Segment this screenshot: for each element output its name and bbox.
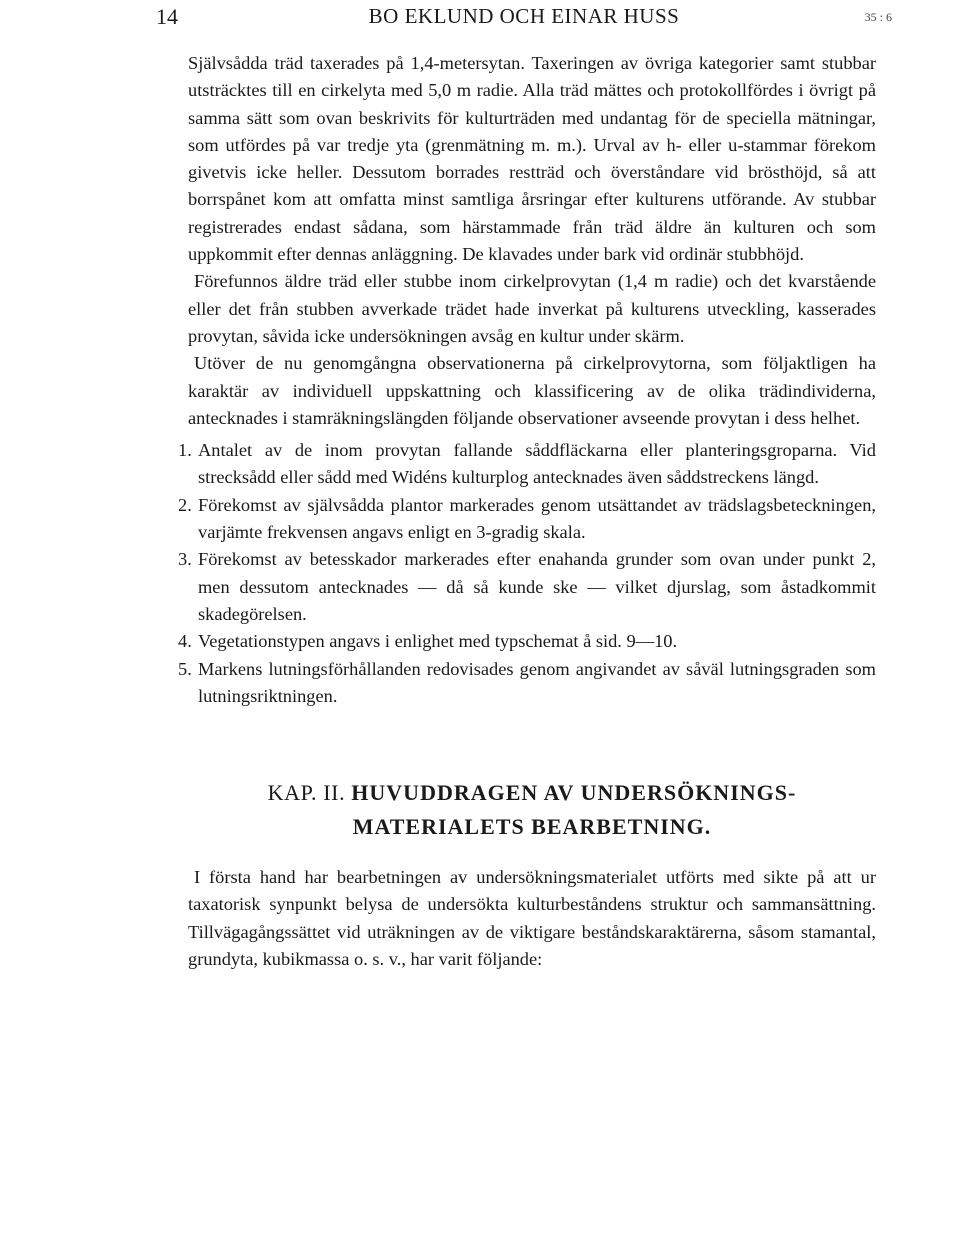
list-item-number: 4. [178, 631, 192, 652]
list-item-text: Vegetationstypen angavs i enlighet med typschemat å sid. 9—10. [198, 631, 678, 652]
list-item [178, 546, 876, 628]
chapter-label: KAP. II. [267, 780, 346, 806]
list-item-text: Förekomst av betesskador markerades efter enahanda grunder som ovan under punkt 2, men dessutom antecknades — då så kunde ske — vilket djurslag, som åstadkommit skadegörelsen. [198, 549, 876, 624]
list-item [178, 628, 876, 655]
paragraph-1: Självsådda träd taxerades på 1,4-metersytan. Taxeringen av övriga kategorier samt stubbar utsträcktes till en cirkelyta med 5,0 m radie. Alla träd mättes och protokollfördes i övrigt på samma sätt som ovan beskrivits för kulturträden med undantag för de speciella mätningar, som utfördes på var tredje yta (grenmätning m. m.). Urval av h- eller u-stammar förekom givetvis icke heller. Dessutom borrades restträd och överståndare vid brösthöjd, så att borrspånet kom att omfatta minst samtliga årsringar efter kulturens utförande. Av stubbar registrerades endast sådana, som härstammade från träd äldre än kulturen och som uppkommit efter dennas anläggning. De klavades under bark vid ordinär stubbhöjd. [188, 53, 876, 265]
page-number: 14 [156, 4, 178, 29]
observation-list [178, 437, 876, 710]
running-title: BO EKLUND OCH EINAR HUSS [368, 4, 680, 28]
list-item [178, 656, 876, 711]
list-item-number: 5. [178, 658, 192, 679]
list-item [178, 492, 876, 547]
body-text [178, 50, 876, 973]
list-item-number: 1. [178, 440, 192, 461]
chapter-heading [188, 776, 876, 844]
paragraph-2: Förefunnos äldre träd eller stubbe inom cirkelprovytan (1,4 m radie) och det kvarstående eller det från stubben avverkade trädet hade inverkat på kulturens utveckling, kasserades provytan, såvida icke undersökningen avsåg en kultur under skärm. [188, 271, 876, 346]
running-header [156, 4, 892, 36]
paragraph-3: Utöver de nu genomgångna observationerna på cirkelprovytorna, som följaktligen ha karaktär av individuell uppskattning och klassificering av de olika trädindividerna, antecknades i stamräkningslängden följande observationer avseende provytan i dess helhet. [188, 353, 876, 428]
list-item-text: Markens lutningsförhållanden redovisades genom angivandet av såväl lutningsgraden som lutningsriktningen. [198, 658, 876, 706]
chapter-title-line-1: HUVUDDRAGEN AV UNDERSÖKNINGS- [351, 780, 797, 806]
list-item [178, 437, 876, 492]
chapter-title-line-2: MATERIALETS BEARBETNING. [352, 814, 712, 840]
list-item-text: Antalet av de inom provytan fallande såddfläckarna eller planteringsgroparna. Vid strecksådd eller sådd med Widéns kulturplog antecknades även såddstreckens längd. [198, 440, 876, 488]
series-reference: 35 : 6 [864, 10, 892, 24]
paragraph-4: I första hand har bearbetningen av undersökningsmaterialet utförts med sikte på att ur taxatorisk synpunkt belysa de undersökta kulturbeståndens struktur och sammansättning. Tillvägagångssättet vid uträkningen av de viktigare beståndskaraktärerna, såsom stamantal, grundyta, kubikmassa o. s. v., har varit följande: [188, 867, 876, 970]
list-item-number: 3. [178, 549, 192, 570]
list-item-text: Förekomst av självsådda plantor markerades genom utsättandet av trädslagsbeteckningen, varjämte frekvensen angavs enligt en 3-gradig skala. [198, 494, 876, 543]
list-item-number: 2. [178, 494, 192, 515]
